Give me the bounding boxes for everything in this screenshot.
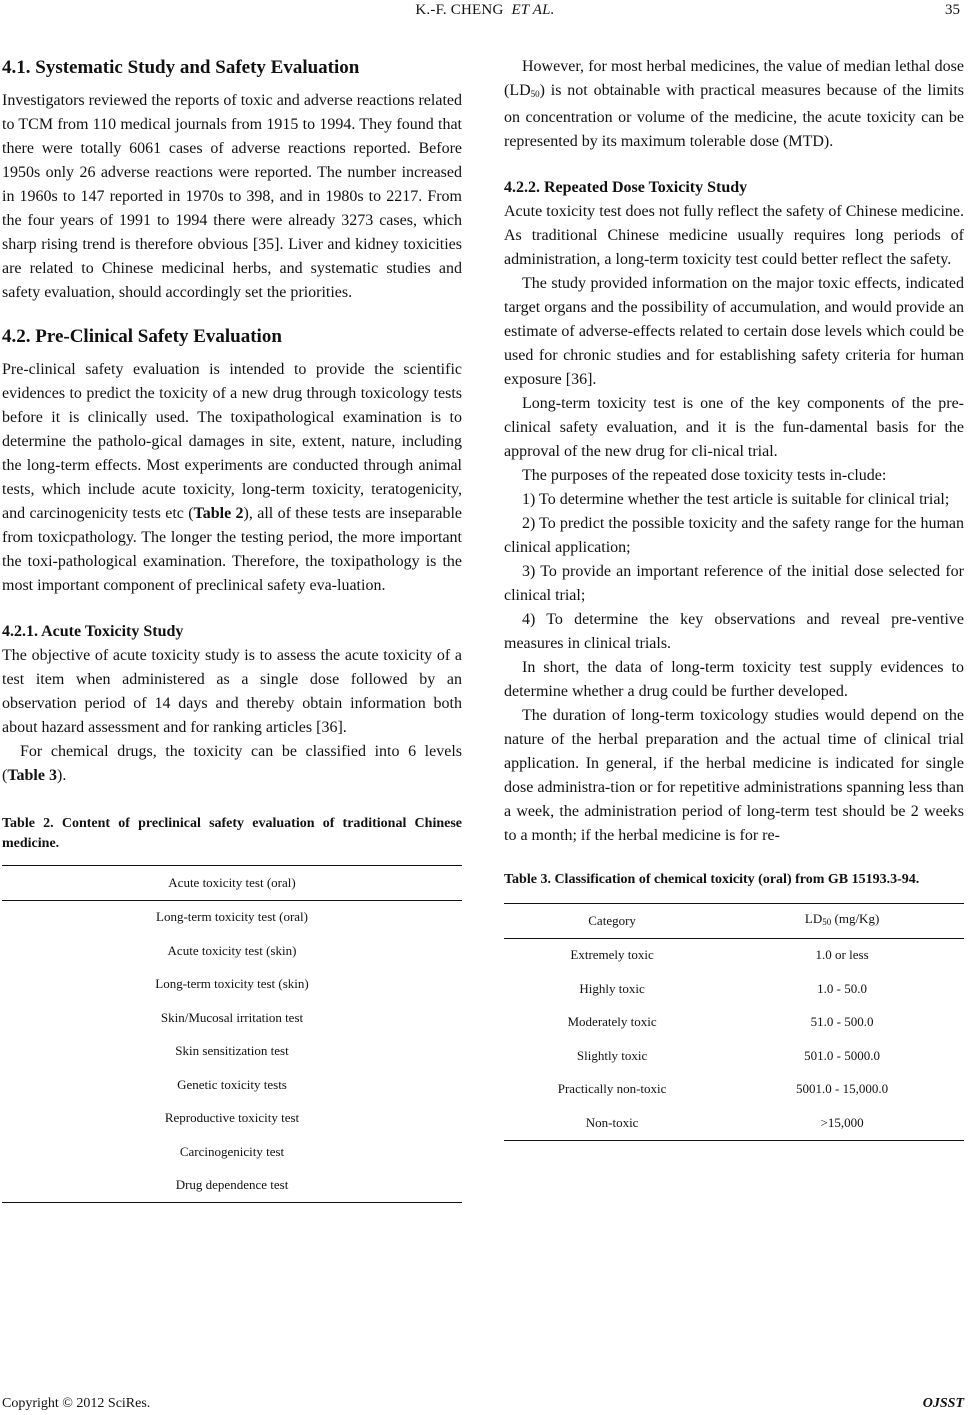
table-2 xyxy=(2,865,462,1203)
page-number: 35 xyxy=(945,2,960,18)
table-row: Genetic toxicity tests xyxy=(177,1076,287,1092)
section-heading-4-2-1: 4.2.1. Acute Toxicity Study xyxy=(2,623,184,640)
section-heading-4-1: 4.1. Systematic Study and Safety Evaluation xyxy=(2,57,360,78)
table-row: Drug dependence test xyxy=(2,1169,462,1203)
purpose-item: 2) To predict the possible toxicity and the safety range for the human clinical application; xyxy=(504,515,964,556)
purpose-item: 3) To provide an important reference of the initial dose selected for clinical trial; xyxy=(504,563,964,604)
table-row: Long-term toxicity test (oral) xyxy=(156,909,308,925)
table-row: Acute toxicity test (skin) xyxy=(167,942,297,958)
paragraph: The purposes of the repeated dose toxicity tests in-clude: xyxy=(522,467,887,484)
table-row: Non-toxic >15,000 xyxy=(504,1106,964,1140)
table-row: Long-term toxicity test (skin) xyxy=(155,976,309,992)
section-heading-4-2-2: 4.2.2. Repeated Dose Toxicity Study xyxy=(504,179,748,196)
table-row: Slightly toxic 501.0 - 5000.0 xyxy=(576,1047,881,1063)
journal-abbreviation: OJSST xyxy=(922,1396,964,1411)
purpose-item: 4) To determine the key observations and reveal pre-ventive measures in clinical trials. xyxy=(504,611,964,652)
table-row: Reproductive toxicity test xyxy=(164,1110,300,1126)
table-row: Skin sensitization test xyxy=(175,1043,289,1059)
left-column xyxy=(2,55,462,1203)
table-3-col-ld50: $LD_{50}$ (mg/Kg) xyxy=(804,911,880,928)
table-2-reference-link[interactable]: Table 2 xyxy=(193,505,244,522)
right-column xyxy=(504,55,964,1141)
purpose-item: 1) To determine whether the test article is suitable for clinical trial; xyxy=(522,491,950,508)
table-3-col-category: Category xyxy=(588,912,636,928)
paragraph: In short, the data of long-term toxicity test supply evidences to determine whether a drug could be further developed. xyxy=(504,659,964,700)
table-row: Moderately toxic 51.0 - 500.0 xyxy=(567,1014,874,1030)
table-2-caption: Table 2. Content of preclinical safety evaluation of traditional Chinese medicine. xyxy=(2,816,462,851)
paragraph: For chemical drugs, the toxicity can be classified into 6 levels (Table 3). xyxy=(2,743,462,784)
page-header xyxy=(0,0,970,24)
running-title-authors: K.-F. CHENG xyxy=(415,2,504,18)
copyright-notice: Copyright © 2012 SciRes. xyxy=(2,1396,151,1411)
table-3-caption: Table 3. Classification of chemical toxicity (oral) from GB 15193.3-94. xyxy=(504,872,920,887)
paragraph: The study provided information on the major toxic effects, indicated target organs and the possibility of accumulation, and would provide an estimate of adverse-effects related to certain dose levels which could be used for chronic studies and for establishing safety criteria for human exposure [36]. xyxy=(504,275,964,388)
running-title xyxy=(0,2,970,19)
paragraph: Acute toxicity test does not fully reflect the safety of Chinese medicine. As traditional Chinese medicine usually requires long periods of administration, a long-term toxicity test could better reflect the safety. xyxy=(504,203,964,268)
paragraph: However, for most herbal medicines, the value of median lethal dose $(LD_{50})$ is not obtainable with practical measures because of the limits on concentration or volume of the medicine, the acute toxicity can be represented by its maximum tolerable dose (MTD). xyxy=(504,58,964,150)
table-row: Highly toxic 1.0 - 50.0 xyxy=(579,980,868,996)
table-3 xyxy=(504,903,964,1141)
table-row: Carcinogenicity test xyxy=(179,1143,285,1159)
paragraph: The objective of acute toxicity study is to assess the acute toxicity of a test item when administered as a single dose followed by an observation period of 14 days and thereby obtain information both about hazard assessment and for ranking articles [36]. xyxy=(2,647,462,736)
table-3-reference-link[interactable]: Table 3 xyxy=(7,767,57,784)
paragraph: The duration of long-term toxicology studies would depend on the nature of the herbal preparation and the actual time of clinical trial application. In general, if the herbal medicine is indicated for single dose administra-tion or for repetitive administrations spanning less than a week, the administration period of long-term test should be 2 weeks to a month; if the herbal medicine is for re- xyxy=(504,707,964,844)
running-title-et-al: ET AL. xyxy=(511,2,555,18)
table-row: Skin/Mucosal irritation test xyxy=(160,1009,304,1025)
table-row: Extremely toxic 1.0 or less xyxy=(570,947,869,963)
table-2-header: Acute toxicity test (oral) xyxy=(168,874,296,890)
table-row: Practically non-toxic 5001.0 - 15,000.0 xyxy=(557,1081,889,1097)
paragraph: Long-term toxicity test is one of the key components of the pre-clinical safety evaluation, and it is the fun-damental basis for the approval of the new drug for cli-nical trial. xyxy=(504,395,964,460)
section-heading-4-2: 4.2. Pre-Clinical Safety Evaluation xyxy=(2,326,282,347)
paragraph: Pre-clinical safety evaluation is intended to provide the scientific evidences to predict the toxicity of a new drug through toxicology tests before it is clinically used. The toxipathological examination is to determine the patholo-gical damages in site, extent, nature, including the long-term effects. Most experiments are conducted through animal tests, which include acute toxicity, long-term toxicity, teratogenicity, and carcinogenicity tests etc (Table 2), all of these tests are inseparable from toxicpathology. The longer the testing period, the more important the toxi-pathological examination. Therefore, the toxipathology is the most important component of preclinical safety eva-luation. xyxy=(2,361,462,594)
paragraph: Investigators reviewed the reports of toxic and adverse reactions related to TCM from 110 medical journals from 1915 to 1994. They found that there were totally 6061 cases of adverse reactions reported. Before 1950s only 26 adverse reactions were reported. The number increased in 1960s to 147 reported in 1970s to 398, and in 1980s to 2217. From the four years of 1991 to 1994 there were already 3273 cases, which sharp rising trend is therefore obvious [35]. Liver and kidney toxicities are related to Chinese medicinal herbs, and systematic studies and safety evaluation, should accordingly set the priorities. xyxy=(2,92,462,301)
